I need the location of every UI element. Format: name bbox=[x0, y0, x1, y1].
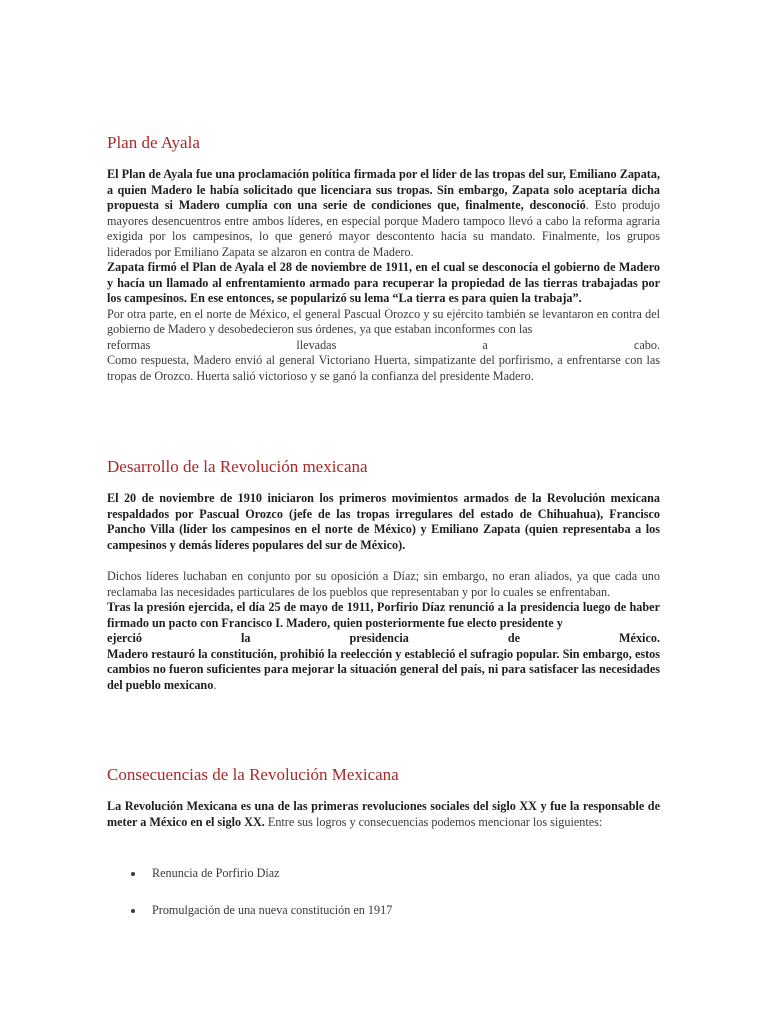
bold-text: Madero restauró la constitución, prohibió la reelección y estableció el sufragio popular. Sin embargo, estos cambios no fueron suficientes para mejorar la situación general del país, ni para satisfacer las necesidades del pueblo mexicano bbox=[107, 646, 660, 692]
bold-text: ejerció la presidencia de México. bbox=[107, 631, 660, 645]
regular-text: . Esto produjo mayores desencuentros entre ambos líderes, en especial porque Madero tampoco llevó a cabo la reforma agraria exigida por los campesinos, lo que generó mayor descontento hacia su mandato. Finalmente, los grupos liderados por Emiliano Zapata se alzaron en contra de Madero. bbox=[107, 198, 660, 259]
list-item: Renuncia de Porfirio Díaz bbox=[107, 866, 280, 881]
bold-text: Zapata firmó el Plan de Ayala el 28 de noviembre de 1911, en el cual se desconocía el gobierno de Madero y hacía un llamado al enfrentamiento armado para recuperar la propiedad de las tierras trabajadas por los campesinos. En ese entonces, se popularizó su lema “La tierra es para quien la trabaja”. bbox=[107, 260, 660, 305]
bold-text: La Revolución Mexicana es una de las primeras revoluciones sociales del siglo XX y fue la responsable de meter a México en el siglo XX. bbox=[107, 799, 660, 829]
bullet-list bbox=[107, 903, 392, 918]
section-body-desarrollo bbox=[107, 569, 660, 693]
section-title-consecuencias: Consecuencias de la Revolución Mexicana bbox=[107, 765, 399, 784]
list-item: Promulgación de una nueva constitución en 1917 bbox=[107, 903, 392, 918]
section-body-consecuencias bbox=[107, 799, 660, 830]
bullet-list bbox=[107, 866, 280, 881]
section-body-plan-de-ayala bbox=[107, 167, 660, 384]
regular-text: Entre sus logros y consecuencias podemos mencionar los siguientes: bbox=[264, 814, 603, 829]
regular-text: reformas llevadas a cabo. bbox=[107, 337, 660, 352]
regular-text: Dichos líderes luchaban en conjunto por su oposición a Díaz; sin embargo, no eran aliados, ya que cada uno reclamaba las necesidades particulares de los pueblos que representaban y por lo cuales se enfrentaban. bbox=[107, 569, 660, 599]
bold-text: El 20 de noviembre de 1910 iniciaron los primeros movimientos armados de la Revolución mexicana respaldados por Pascual Orozco (jefe de las tropas irregulares del estado de Chihuahua), Francisco Pancho Villa (líder los campesinos en el norte de México) y Emiliano Zapata (quien representaba a los campesinos y demás líderes populares del sur de México). bbox=[107, 491, 660, 552]
bold-text: Tras la presión ejercida, el día 25 de mayo de 1911, Porfirio Díaz renunció a la presidencia luego de haber firmado un pacto con Francisco I. Madero, quien posteriormente fue electo presidente y bbox=[107, 600, 660, 630]
section-title-plan-de-ayala: Plan de Ayala bbox=[107, 133, 200, 152]
regular-text: . bbox=[213, 677, 217, 692]
regular-text: Como respuesta, Madero envió al general Victoriano Huerta, simpatizante del porfirismo, a enfrentarse con las tropas de Orozco. Huerta salió victorioso y se ganó la confianza del presidente Madero. bbox=[107, 353, 660, 383]
section-body-desarrollo-intro bbox=[107, 491, 660, 553]
section-title-desarrollo: Desarrollo de la Revolución mexicana bbox=[107, 457, 368, 476]
bold-text: El Plan de Ayala fue una proclamación política firmada por el líder de las tropas del sur, Emiliano Zapata, a quien Madero le había solicitado que licenciara sus tropas. Sin embargo, Zapata solo aceptaría dicha propuesta si Madero cumplía con una serie de condiciones que, finalmente, desconoció bbox=[107, 167, 660, 212]
regular-text: Por otra parte, en el norte de México, el general Pascual Orozco y su ejército también se levantaron en contra del gobierno de Madero y desobedecieron sus órdenes, ya que estaban inconformes con las bbox=[107, 306, 660, 336]
